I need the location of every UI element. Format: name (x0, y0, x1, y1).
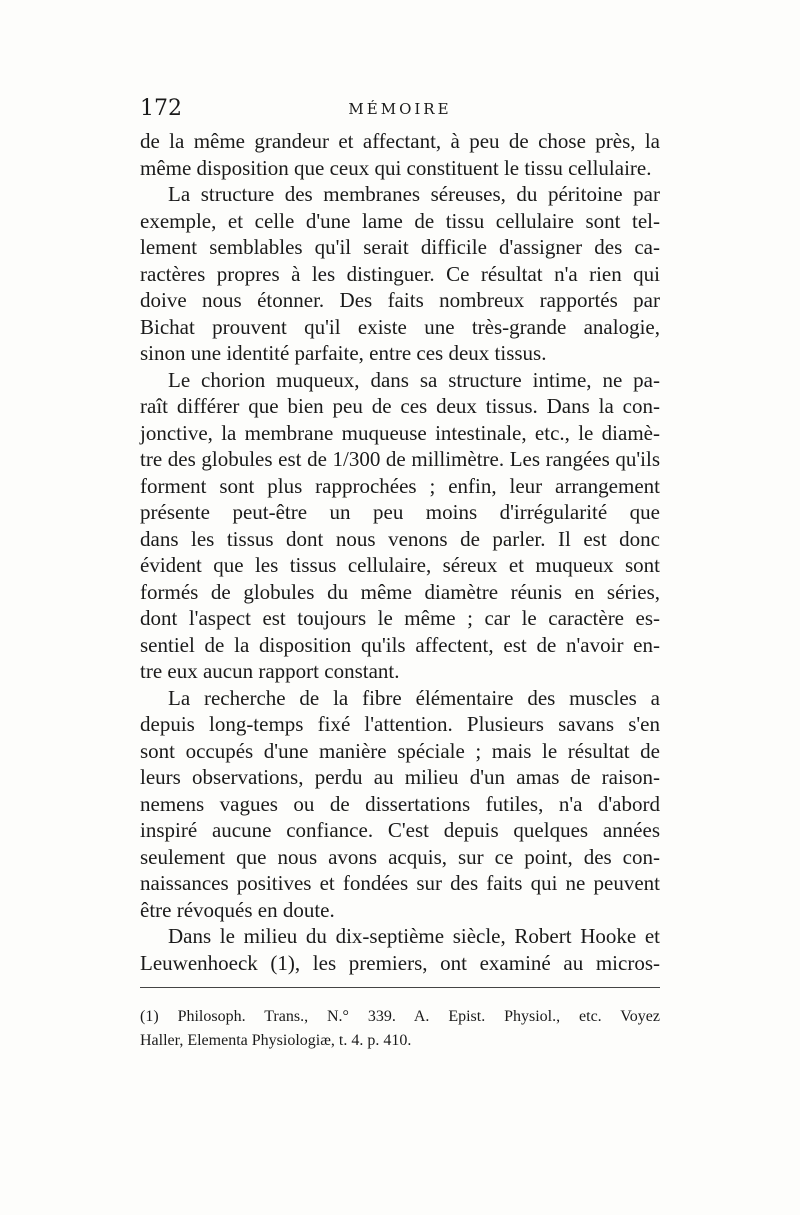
text-line: Le chorion muqueux, dans sa structure intime, ne pa- (168, 367, 660, 392)
text-line: leurs observations, perdu au milieu d'un amas de raison- (140, 765, 660, 789)
text-line: même disposition que ceux qui constituent le tissu cellulaire. (140, 155, 652, 180)
text-line: sentiel de la disposition qu'ils affectent, est de n'avoir en- (140, 632, 660, 657)
text-line: La recherche de la fibre élémentaire des muscles a (168, 685, 660, 710)
page-number: 172 (140, 96, 182, 121)
text-line: jonctive, la membrane muqueuse intestinale, etc., le diamè- (140, 420, 660, 445)
text-line: nemens vagues ou de dissertations futiles, n'a d'abord (140, 791, 660, 816)
text-line: Dans le milieu du dix-septième siècle, Robert Hooke et (168, 924, 660, 948)
footnote-line: Haller, Elementa Physiologiæ, t. 4. p. 410. (140, 1032, 412, 1049)
footnotes (140, 1005, 660, 1053)
text-line: tre des globules est de 1/300 de millimètre. Les rangées qu'ils (140, 447, 660, 471)
text-line: dont l'aspect est toujours le même ; car le caractère es- (140, 606, 660, 630)
text-line: forment sont plus rapprochées ; enfin, leur arrangement (140, 473, 660, 498)
text-line: Bichat prouvent qu'il existe une très-grande analogie, (140, 314, 660, 339)
footnote-rule (140, 987, 660, 988)
text-line: tre eux aucun rapport constant. (140, 659, 400, 683)
page-header (140, 96, 660, 126)
text-line: inspiré aucune confiance. C'est depuis quelques années (140, 818, 660, 842)
text-line: La structure des membranes séreuses, du péritoine par (168, 182, 660, 206)
text-line: Leuwenhoeck (1), les premiers, ont examiné au micros- (140, 950, 660, 975)
text-line: exemple, et celle d'une lame de tissu cellulaire sont tel- (140, 208, 660, 233)
text-line: doive nous étonner. Des faits nombreux rapportés par (140, 288, 660, 312)
text-line: être révoqués en doute. (140, 897, 335, 922)
text-line: seulement que nous avons acquis, sur ce point, des con- (140, 844, 660, 869)
text-line: formés de globules du même diamètre réunis en séries, (140, 579, 660, 604)
text-line: lement semblables qu'il serait difficile d'assigner des ca- (140, 235, 660, 259)
running-head: MÉMOIRE (348, 100, 452, 118)
text-line: présente peut-être un peu moins d'irrégularité que (140, 500, 660, 524)
footnote-line: (1) Philosoph. Trans., N.° 339. A. Epist. Physiol., etc. Voyez (140, 1008, 660, 1025)
text-line: depuis long-temps fixé l'attention. Plusieurs savans s'en (140, 712, 660, 736)
text-line: naissances positives et fondées sur des faits qui ne peuvent (140, 871, 660, 895)
body-text (140, 128, 660, 976)
text-line: sont occupés d'une manière spéciale ; mais le résultat de (140, 738, 660, 763)
text-line: raît différer que bien peu de ces deux tissus. Dans la con- (140, 394, 660, 418)
text-line: sinon une identité parfaite, entre ces deux tissus. (140, 341, 547, 365)
text-line: évident que les tissus cellulaire, séreux et muqueux sont (140, 553, 660, 577)
text-line: ractères propres à les distinguer. Ce résultat n'a rien qui (140, 261, 660, 286)
text-line: dans les tissus dont nous venons de parler. Il est donc (140, 526, 660, 551)
text-line: de la même grandeur et affectant, à peu de chose près, la (140, 129, 660, 153)
